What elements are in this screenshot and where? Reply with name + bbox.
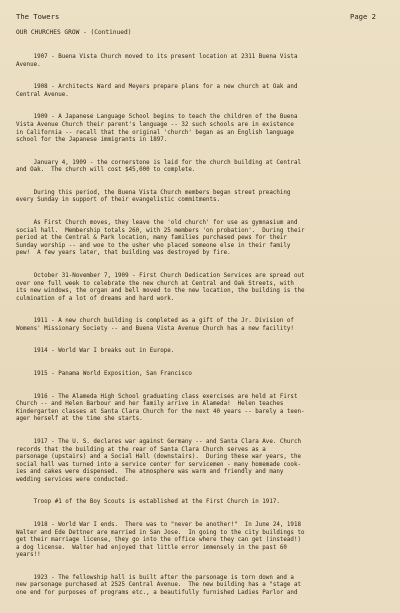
- paragraph: 1915 - Panama World Exposition, San Francisco: [16, 371, 192, 378]
- newsletter-title: The Towers: [16, 12, 60, 21]
- paragraph: 1908 - Architects Ward and Meyers prepare plans for a new church at Oak and Central Avenue.: [16, 84, 298, 98]
- paragraph: 1914 - World War I breaks out in Europe.: [16, 348, 175, 355]
- paragraph: 1917 - The U. S. declares war against Germany -- and Santa Clara Ave. Church records that the building at the rear of Santa Clara Church serves as a parsonage (upstairs) and a Social Hall (downstairs). During these war years, the social hall was turned into a service center for servicemen - many homemade cook- ies and cakes were dispensed. The atmosphere was warm and friendly and many wedding services were conducted.: [16, 438, 301, 483]
- paragraph: 1916 - The Alameda High School graduating class exercises are held at First Church -- and Helen Barbour and her family arrive in Alameda! Helen teaches Kindergarten classes at Santa Clara Church for the next 40 years -- barely a teen- ager herself at the time she starts.: [16, 393, 305, 423]
- paragraph: As First Church moves, they leave the 'old church' for use as gymnasium and social hall. Membership totals 260, with 25 members 'on probation'. During their period at the Central & Park location, many families purchased pews for their Sunday worship -- and woe to the usher who placed someone else in their family pew! A few years later, that building was destroyed by fire.: [16, 220, 305, 257]
- section-title: OUR CHURCHES GROW - (Continued): [16, 29, 132, 36]
- paragraph: Troop #1 of the Boy Scouts is established at the First Church in 1917.: [16, 499, 280, 506]
- page-header: [16, 12, 376, 22]
- paragraph: 1911 - A new church building is completed as a gift of the Jr. Division of Womens' Missionary Society -- and Buena Vista Avenue Church has a new facility!: [16, 318, 294, 332]
- paragraph: January 4, 1909 - the cornerstone is laid for the church building at Central and Oak. The church will cost $45,000 to complete.: [16, 159, 301, 174]
- paragraph: 1918 - World War I ends. There was to "never be another!" In June 24, 1918 Walter and Ede Dettner are married in San Jose. In going to the city buildings to get their marriage license, they go into the office where they can get (instead!) a dog license. Walter had enjoyed that little error immensely in the past 60 years!!: [16, 522, 305, 559]
- paragraph: October 31-November 7, 1909 - First Church Dedication Services are spread out over one full week to celebrate the new church at Central and Oak Streets, with its new windows, the organ and bell moved to the new location, the building is the culmination of a lot of dreams and hard work.: [16, 272, 305, 302]
- paragraph: 1909 - A Japanese Language School begins to teach the children of the Buena Vista Avenue Church their parent's language -- 32 such schools are in existence in California -- recall that the original 'church' began as an English language school for the Japanese immigrants in 1897.: [16, 114, 298, 144]
- paragraph: During this period, the Buena Vista Church members began street preaching every Sunday in support of their evangelistic commitments.: [16, 189, 291, 204]
- page-number: Page 2: [350, 12, 376, 21]
- article-body: [16, 39, 384, 613]
- paragraph: 1907 - Buena Vista Church moved to its present location at 2311 Buena Vista Avenue.: [16, 54, 298, 68]
- paragraph: 1923 - The fellowship hall is built after the parsonage is torn down and a new parsonage purchased at 2525 Central Avenue. The new building has a "stage at one end for purposes of programs etc., a beautifully furnished Ladies Parlor and: [16, 574, 301, 596]
